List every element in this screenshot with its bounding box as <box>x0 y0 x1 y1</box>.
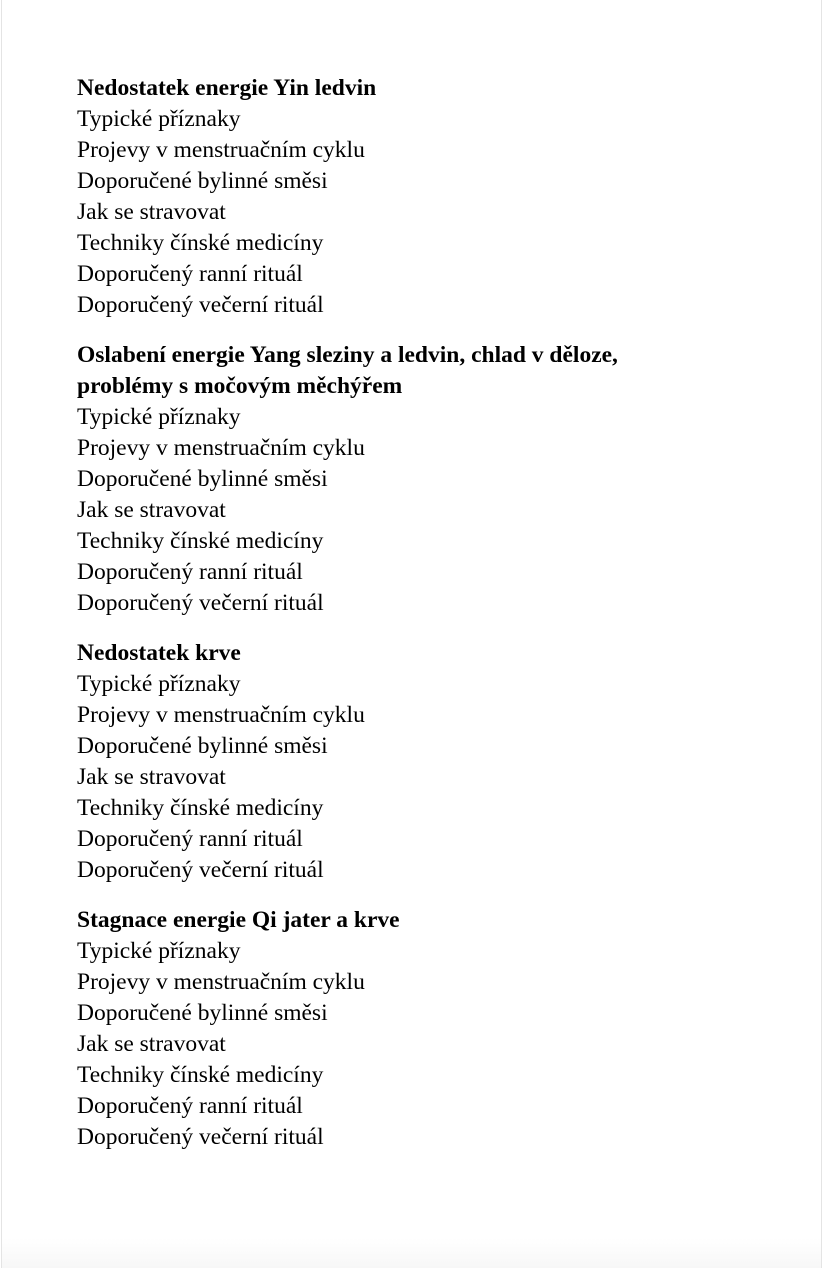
section-title: Oslabení energie Yang sleziny a ledvin, chlad v děloze, problémy s močovým měchýřem <box>77 342 618 399</box>
section-spleen-kidney-yang-weakness <box>77 340 717 619</box>
section-item-diet: Jak se stravovat <box>77 764 226 790</box>
section-item-morning-ritual: Doporučený ranní rituál <box>77 261 303 287</box>
section-item-diet: Jak se stravovat <box>77 497 226 523</box>
section-item-morning-ritual: Doporučený ranní rituál <box>77 826 303 852</box>
section-liver-qi-blood-stagnation <box>77 905 717 1153</box>
section-item-diet: Jak se stravovat <box>77 1031 226 1057</box>
section-item-herbal-blends: Doporučené bylinné směsi <box>77 466 328 492</box>
section-item-menstrual-cycle: Projevy v menstruačním cyklu <box>77 969 365 995</box>
section-title: Nedostatek krve <box>77 640 241 666</box>
section-item-list <box>77 936 717 1153</box>
section-item-herbal-blends: Doporučené bylinné směsi <box>77 733 328 759</box>
document-page <box>1 0 822 1268</box>
page-bottom-shade <box>2 1238 821 1268</box>
section-item-list <box>77 669 717 886</box>
section-item-morning-ritual: Doporučený ranní rituál <box>77 1093 303 1119</box>
section-item-evening-ritual: Doporučený večerní rituál <box>77 590 324 616</box>
section-kidney-yin-deficiency <box>77 73 717 321</box>
section-item-diet: Jak se stravovat <box>77 199 226 225</box>
section-item-evening-ritual: Doporučený večerní rituál <box>77 292 324 318</box>
section-title: Nedostatek energie Yin ledvin <box>77 75 377 101</box>
section-item-morning-ritual: Doporučený ranní rituál <box>77 559 303 585</box>
section-item-typical-symptoms: Typické příznaky <box>77 106 241 132</box>
section-item-tcm-techniques: Techniky čínské medicíny <box>77 230 324 256</box>
section-blood-deficiency <box>77 638 717 886</box>
section-item-tcm-techniques: Techniky čínské medicíny <box>77 528 324 554</box>
section-item-evening-ritual: Doporučený večerní rituál <box>77 857 324 883</box>
section-item-menstrual-cycle: Projevy v menstruačním cyklu <box>77 435 365 461</box>
document-content <box>77 73 717 1172</box>
section-item-herbal-blends: Doporučené bylinné směsi <box>77 168 328 194</box>
section-item-typical-symptoms: Typické příznaky <box>77 671 241 697</box>
section-item-herbal-blends: Doporučené bylinné směsi <box>77 1000 328 1026</box>
section-item-menstrual-cycle: Projevy v menstruačním cyklu <box>77 137 365 163</box>
section-item-list <box>77 104 717 321</box>
section-item-typical-symptoms: Typické příznaky <box>77 938 241 964</box>
section-item-tcm-techniques: Techniky čínské medicíny <box>77 795 324 821</box>
section-item-typical-symptoms: Typické příznaky <box>77 404 241 430</box>
section-item-menstrual-cycle: Projevy v menstruačním cyklu <box>77 702 365 728</box>
section-item-evening-ritual: Doporučený večerní rituál <box>77 1124 324 1150</box>
section-item-tcm-techniques: Techniky čínské medicíny <box>77 1062 324 1088</box>
section-title: Stagnace energie Qi jater a krve <box>77 907 400 933</box>
section-item-list <box>77 402 717 619</box>
